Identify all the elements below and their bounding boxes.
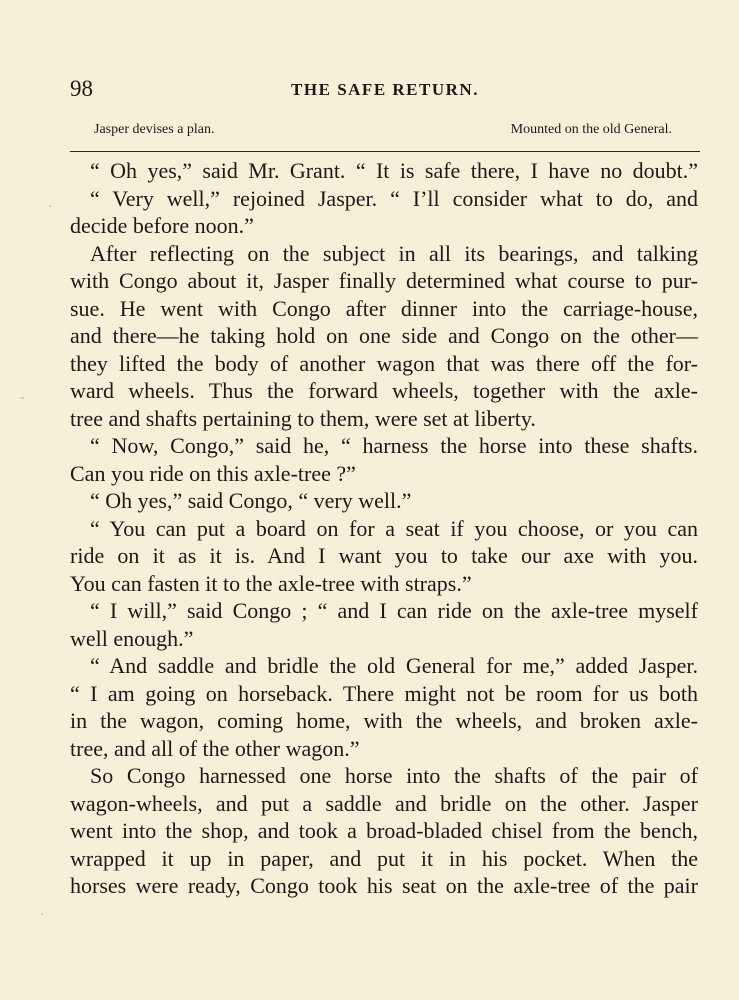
text-line: “ Very well,” rejoined Jasper. “ I’ll consider what to do, and bbox=[90, 185, 698, 211]
page-number: 98 bbox=[70, 76, 93, 101]
text-line: with Congo about it, Jasper finally determined what course to pur- bbox=[70, 268, 698, 293]
text-line: ward wheels. Thus the forward wheels, together with the axle- bbox=[70, 378, 698, 403]
sidenote-left: Jasper devises a plan. bbox=[94, 122, 215, 137]
margin-mark: - bbox=[20, 390, 25, 405]
text-line: You can fasten it to the axle-tree with straps.” bbox=[70, 570, 472, 596]
text-line: horses were ready, Congo took his seat on the axle-tree of the pair bbox=[70, 873, 698, 898]
text-line: “ Oh yes,” said Mr. Grant. “ It is safe there, I have no doubt.” bbox=[90, 158, 698, 183]
text-line: After reflecting on the subject in all its bearings, and talking bbox=[90, 240, 698, 266]
text-line: well enough.” bbox=[70, 625, 194, 651]
text-line: and there—he taking hold on one side and Congo on the other— bbox=[70, 323, 698, 348]
text-line: wrapped it up in paper, and put it in his pocket. When the bbox=[70, 845, 698, 871]
text-line: “ Oh yes,” said Congo, “ very well.” bbox=[90, 488, 412, 513]
text-line: “ I will,” said Congo ; “ and I can ride on the axle-tree myself bbox=[90, 598, 698, 623]
text-line: they lifted the body of another wagon that was there off the for- bbox=[70, 350, 698, 376]
text-line: wagon-wheels, and put a saddle and bridle on the other. Jasper bbox=[70, 790, 698, 816]
page-header bbox=[70, 76, 700, 106]
text-line: Can you ride on this axle-tree ?” bbox=[70, 460, 356, 486]
text-line: So Congo harnessed one horse into the shafts of the pair of bbox=[90, 763, 698, 788]
sidenote-right: Mounted on the old General. bbox=[510, 122, 672, 137]
sidenotes bbox=[94, 122, 672, 142]
text-line: “ And saddle and bridle the old General for me,” added Jasper. bbox=[90, 653, 698, 678]
margin-mark: · bbox=[48, 200, 53, 215]
header-rule bbox=[70, 151, 700, 152]
text-line: “ I am going on horseback. There might not be room for us both bbox=[70, 680, 698, 706]
text-line: went into the shop, and took a broad-bladed chisel from the bench, bbox=[70, 818, 698, 843]
text-line: ride on it as it is. And I want you to take our axe with you. bbox=[70, 543, 698, 568]
text-line: sue. He went with Congo after dinner into the carriage-house, bbox=[70, 295, 698, 321]
text-line: tree and shafts pertaining to them, were set at liberty. bbox=[70, 405, 536, 431]
text-line: decide before noon.” bbox=[70, 213, 254, 238]
text-line: tree, and all of the other wagon.” bbox=[70, 735, 360, 761]
running-title: THE SAFE RETURN. bbox=[291, 80, 479, 99]
text-line: “ You can put a board on for a seat if you choose, or you can bbox=[90, 515, 698, 541]
text-line: “ Now, Congo,” said he, “ harness the horse into these shafts. bbox=[90, 433, 698, 458]
margin-mark: · bbox=[40, 908, 45, 923]
text-line: in the wagon, coming home, with the wheels, and broken axle- bbox=[70, 708, 698, 733]
body-text bbox=[70, 157, 698, 900]
